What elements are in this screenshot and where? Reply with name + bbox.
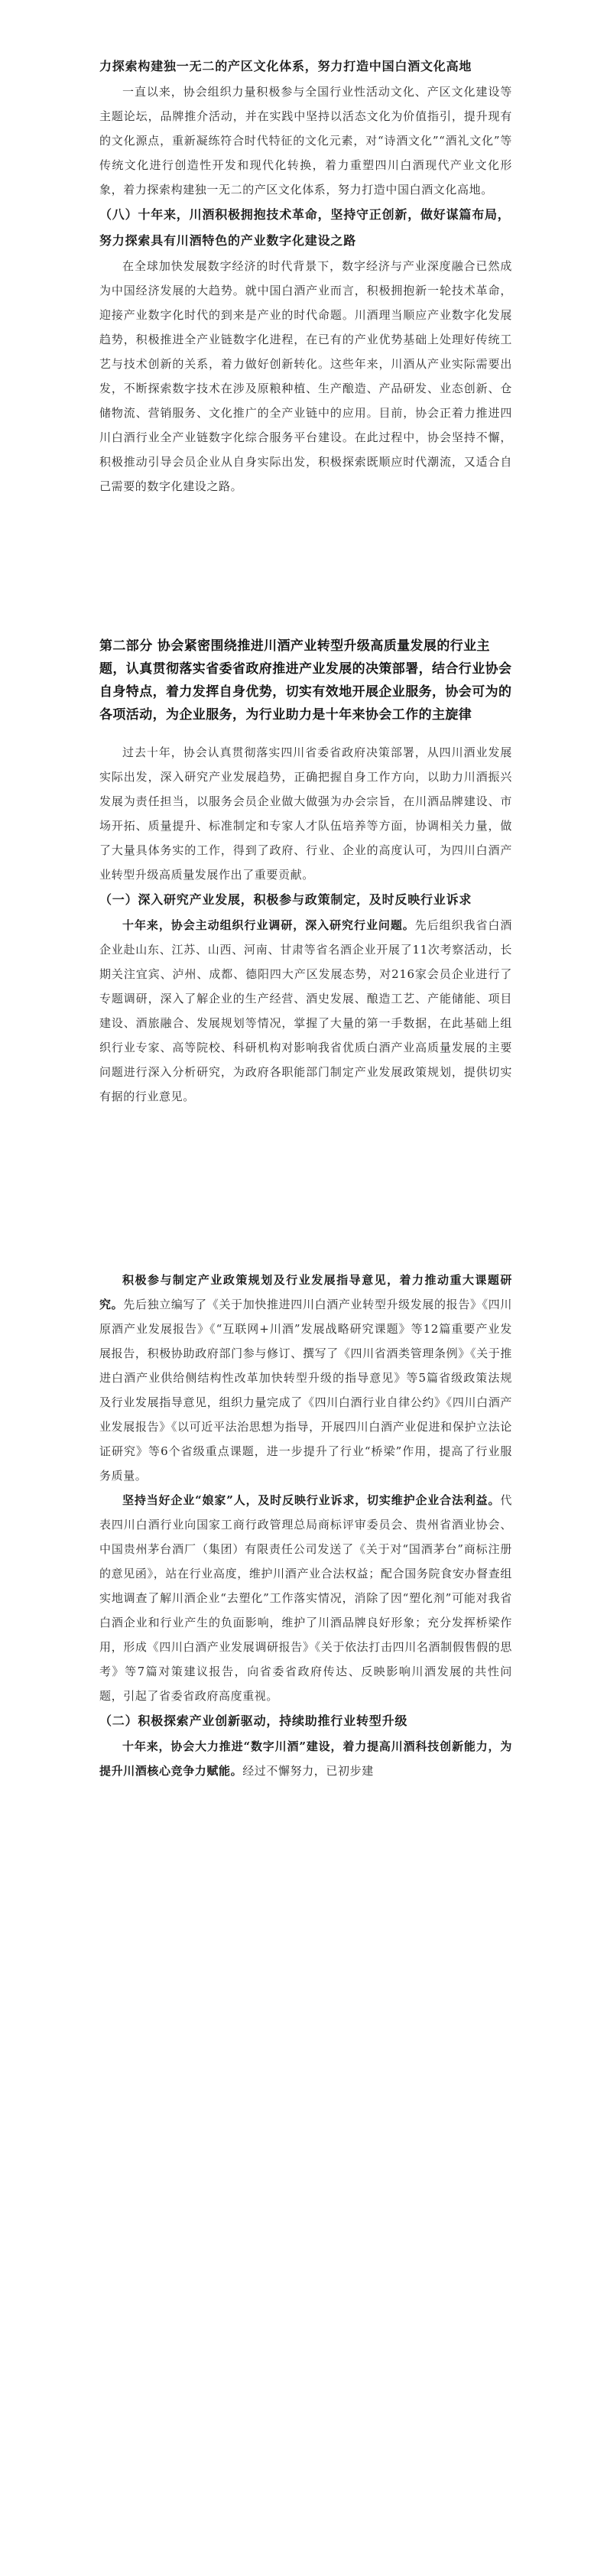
lead-sentence: 积极参与制定产业政策规划及行业发展指导意见，着力推动重大课题研究。 bbox=[99, 1273, 512, 1311]
paragraph-research bbox=[99, 913, 512, 1109]
spacer bbox=[99, 726, 512, 740]
lead-sentence: 十年来，协会大力推进“数字川酒”建设，着力提高川酒科技创新能力，为提升川酒核心竞争力赋能。 bbox=[99, 1740, 512, 1778]
section-heading-7-continued: 力探索构建独一无二的产区文化体系，努力打造中国白酒文化高地 bbox=[99, 59, 472, 73]
paragraph-advocacy bbox=[99, 1488, 512, 1708]
page-gap bbox=[99, 1109, 512, 1268]
paragraph-text: 经过不懈努力，已初步建 bbox=[242, 1764, 374, 1778]
paragraph-text: 代表四川白酒行业向国家工商行政管理总局商标评审委员会、贵州省酒业协会、中国贵州茅台酒厂（集团）有限责任公司发送了《关于对“国酒茅台”商标注册的意见函》，站在行业高度，维护川酒产业合法权益；配合国务院食安办督查组实地调查了解川酒企业“去塑化”工作落实情况，消除了因“塑化剂”可能对我省白酒企业和行业产生的负面影响，维护了川酒品牌良好形象；充分发挥桥梁作用，形成《四川白酒产业发展调研报告》《关于依法打击四川名酒制假售假的思考》等7篇对策建议报告，向省委省政府传达、反映影响川酒发展的共性问题，引起了省委省政府高度重视。 bbox=[99, 1493, 512, 1703]
paragraph-innovation bbox=[99, 1734, 512, 1783]
lead-sentence: 坚持当好企业“娘家”人，及时反映行业诉求，切实维护企业合法利益。 bbox=[122, 1493, 501, 1507]
lead-sentence: 十年来，协会主动组织行业调研，深入研究行业问题。 bbox=[122, 918, 415, 932]
section-heading-8: （八）十年来，川酒积极拥抱技术革命，坚持守正创新，做好谋篇布局，努力探索具有川酒特色的产业数字化建设之路 bbox=[99, 207, 511, 248]
paragraph-culture: 一直以来，协会组织力量积极参与全国行业性活动文化、产区文化建设等主题论坛，品牌推介活动，并在实践中坚持以活态文化为价值指引，提升现有的文化源点，重新凝练符合时代特征的文化元素，对“诗酒文化”“酒礼文化”等传统文化进行创造性开发和现代化转换，着力重塑四川白酒现代产业文化形象，着力探索构建独一无二的产区文化体系，努力打造中国白酒文化高地。 bbox=[99, 85, 512, 197]
paragraph-policy bbox=[99, 1268, 512, 1488]
part-two-heading: 第二部分 协会紧密围绕推进川酒产业转型升级高质量发展的行业主题，认真贯彻落实省委省政府推进产业发展的决策部署，结合行业协会自身特点，着力发挥自身优势，切实有效地开展企业服务，协会可为的各项活动，为企业服务，为行业助力是十年来协会工作的主旋律 bbox=[99, 638, 512, 723]
paragraph-part-two-intro: 过去十年，协会认真贯彻落实四川省委省政府决策部署，从四川酒业发展实际出发，深入研究产业发展趋势，正确把握自身工作方向，以助力川酒振兴发展为责任担当，以服务会员企业做大做强为办会宗旨，在川酒品牌建设、市场开拓、质量提升、标准制定和专家人才队伍培养等方面，协调相关力量，做了大量具体务实的工作，得到了政府、行业、企业的高度认可，为四川白酒产业转型升级高质量发展作出了重要贡献。 bbox=[99, 746, 512, 882]
page-gap bbox=[99, 499, 512, 635]
document-body bbox=[99, 54, 512, 1783]
paragraph-text: 先后组织我省白酒企业赴山东、江苏、山西、河南、甘肃等省名酒企业开展了11次考察活动，长期关注宜宾、泸州、成都、德阳四大产区发展态势，对216家会员企业进行了专题调研，深入了解企业的生产经营、酒史发展、酿造工艺、产能储能、项目建设、酒旅融合、发展规划等情况，掌握了大量的第一手数据，在此基础上组织行业专家、高等院校、科研机构对影响我省优质白酒产业高质量发展的主要问题进行深入分析研究，为政府各职能部门制定产业发展政策规划，提供切实有据的行业意见。 bbox=[99, 918, 512, 1103]
section-heading-p2-2: （二）积极探索产业创新驱动，持续助推行业转型升级 bbox=[99, 1714, 408, 1728]
section-heading-p2-1: （一）深入研究产业发展，积极参与政策制定，及时反映行业诉求 bbox=[99, 892, 472, 907]
paragraph-digital: 在全球加快发展数字经济的时代背景下，数字经济与产业深度融合已然成为中国经济发展的大趋势。就中国白酒产业而言，积极拥抱新一轮技术革命，迎接产业数字化时代的到来是产业的时代命题。川酒理当顺应产业数字化发展趋势，积极推进全产业链数字化进程，在已有的产业优势基础上处理好传统工艺与技术创新的关系，着力做好创新转化。这些年来，川酒从产业实际需要出发，不断探索数字技术在涉及原粮种植、生产酿造、产品研发、业态创新、仓储物流、营销服务、文化推广的全产业链中的应用。目前，协会正着力推进四川白酒行业全产业链数字化综合服务平台建设。在此过程中，协会坚持不懈，积极推动引导会员企业从自身实际出发，积极探索既顺应时代潮流，又适合自己需要的数字化建设之路。 bbox=[99, 259, 512, 493]
paragraph-text: 先后独立编写了《关于加快推进四川白酒产业转型升级发展的报告》《四川原酒产业发展报告》《“互联网+川酒”发展战略研究课题》等12篇重要产业发展报告，积极协助政府部门参与修订、撰写了《四川省酒类管理条例》《关于推进白酒产业供给侧结构性改革加快转型升级的指导意见》等5篇省级政策法规及行业发展指导意见，组织力量完成了《四川白酒行业自律公约》《四川白酒产业发展报告》《以可近平法治思想为指导，开展四川白酒产业促进和保护立法论证研究》等6个省级重点课题，进一步提升了行业“桥梁”作用，提高了行业服务质量。 bbox=[99, 1298, 512, 1483]
